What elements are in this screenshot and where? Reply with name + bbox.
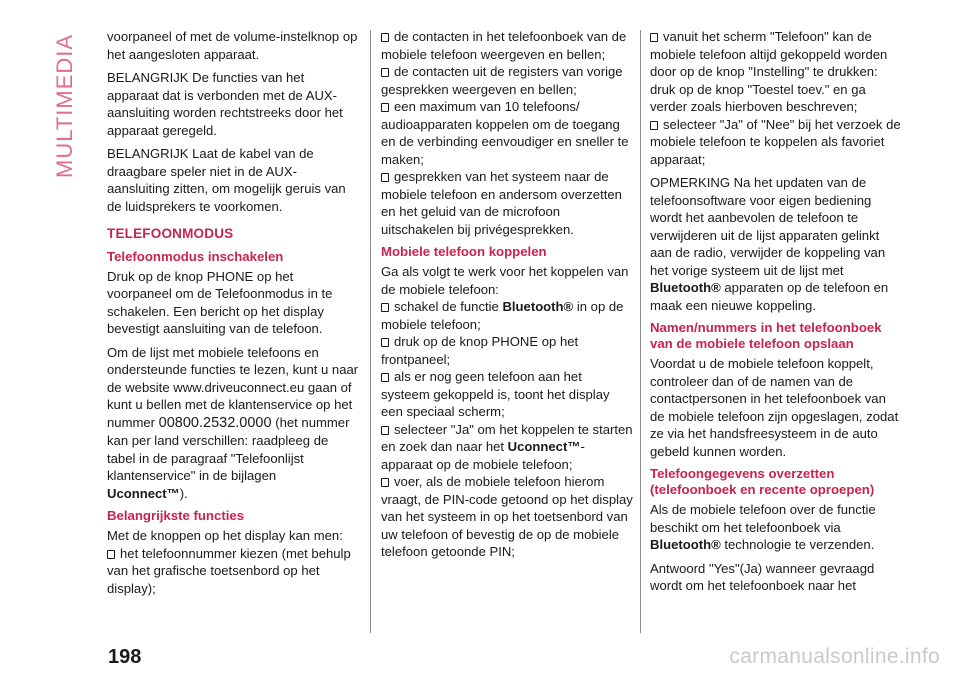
paragraph xyxy=(650,501,902,554)
checkbox-bullet-icon xyxy=(381,103,389,112)
list-item-text: de contacten in het telefoonboek van de mobiele telefoon weergeven en bellen; xyxy=(381,29,627,62)
list-item xyxy=(381,98,633,168)
checkbox-bullet-icon xyxy=(381,173,389,182)
list-item xyxy=(107,545,359,598)
text-segment: Als de mobiele telefoon over de functie beschikt om het telefoonboek via xyxy=(650,502,876,535)
list-item-text: gesprekken van het systeem naar de mobiele telefoon en andersom overzetten en het geluid van de microfoon uitschakelen bij privégesprekken. xyxy=(381,169,622,237)
list-item xyxy=(381,473,633,561)
paragraph: Druk op de knop PHONE op het voorpaneel om de Telefoonmodus in te schakelen. Een bericht op het display bevestigt aansluiting van de telefoon. xyxy=(107,268,333,336)
subsection-heading: Mobiele telefoon koppelen xyxy=(381,244,547,259)
list-item xyxy=(381,168,633,238)
list-item-text: vanuit het scherm "Telefoon" kan de mobiele telefoon altijd gekoppeld worden door op de knop "Instelling" te drukken: druk op de knop "Toestel toev." en ga verder zoals hierboven beschreven; xyxy=(650,29,888,114)
paragraph: BELANGRIJK Laat de kabel van de draagbare speler niet in de AUX-aansluiting zitten, om mogelijk geruis van de luidsprekers te voorkomen. xyxy=(107,146,346,214)
checkbox-bullet-icon xyxy=(381,426,389,435)
list-item xyxy=(381,63,633,98)
checkbox-bullet-icon xyxy=(381,373,389,382)
text-segment: in op de mobiele telefoon; xyxy=(381,299,624,332)
list-item-text: selecteer "Ja" of "Nee" bij het verzoek de mobiele telefoon te koppelen als favoriet apparaat; xyxy=(650,116,901,167)
brand-name: Uconnect™ xyxy=(507,439,581,454)
checkbox-bullet-icon xyxy=(381,68,389,77)
subsection-heading: Namen/nummers in het telefoonboek van de mobiele telefoon opslaan xyxy=(650,320,882,351)
subsection-heading: Belangrijkste functies xyxy=(107,508,245,523)
column-3 xyxy=(650,28,902,601)
text-segment: (het nummer kan per land verschillen: raadpleeg de tabel in de paragraaf "Telefoonlijst klantenservice" in de bijlagen xyxy=(107,414,350,483)
checkbox-bullet-icon xyxy=(381,338,389,347)
checkbox-bullet-icon xyxy=(107,550,115,559)
checkbox-bullet-icon xyxy=(650,121,658,130)
list-item xyxy=(381,333,633,368)
subsection-heading: Telefoonmodus inschakelen xyxy=(107,248,284,264)
phone-number: 00800.2532.0000 xyxy=(158,414,272,431)
section-label: MULTIMEDIA xyxy=(52,33,77,178)
subsection-heading: Telefoongegevens overzetten (telefoonboek en recente oproepen) xyxy=(650,466,875,497)
brand-name: Bluetooth® xyxy=(650,280,721,295)
checkbox-bullet-icon xyxy=(381,478,389,487)
column-2 xyxy=(381,28,633,561)
list-item-text: druk op de knop PHONE op het frontpaneel; xyxy=(381,334,579,367)
watermark: carmanualsonline.info xyxy=(729,645,940,668)
checkbox-bullet-icon xyxy=(650,33,658,42)
paragraph xyxy=(650,174,902,314)
list-item xyxy=(381,28,633,63)
text-segment: selecteer "Ja" om het koppelen te starten en zoek dan naar het xyxy=(381,421,633,454)
checkbox-bullet-icon xyxy=(381,303,389,312)
paragraph: Antwoord "Yes"(Ja) wanneer gevraagd wordt om het telefoonboek naar het xyxy=(650,560,875,593)
text-segment: -apparaat op de mobiele telefoon; xyxy=(381,439,585,472)
checkbox-bullet-icon xyxy=(381,33,389,42)
paragraph: Voordat u de mobiele telefoon koppelt, controleer dan of de namen van de contactpersonen in het telefoonboek van de mobiele telefoon zijn opgeslagen, zodat ze via het handsfreesysteem in de auto gebeld kunnen worden. xyxy=(650,356,899,459)
text-segment: ). xyxy=(179,485,188,501)
list-item xyxy=(650,116,902,169)
list-item-text: als er nog geen telefoon aan het systeem gekoppeld is, toont het display een speciaal scherm; xyxy=(381,369,610,419)
text-segment: Om de lijst met mobiele telefoons en ondersteunde functies te lezen, kunt u naar de website www.driveuconnect.eu gaan of kunt u bellen met de klantenservice op het nummer xyxy=(107,344,359,430)
brand-name: Uconnect™ xyxy=(107,485,180,501)
paragraph: voorpaneel of met de volume-instelknop op het aangesloten apparaat. xyxy=(107,29,358,62)
list-item-text: de contacten uit de registers van vorige gesprekken weergeven en bellen; xyxy=(381,64,623,97)
paragraph: Met de knoppen op het display kan men: xyxy=(107,528,343,543)
page-number: 198 xyxy=(108,646,142,668)
brand-name: Bluetooth® xyxy=(650,537,721,552)
text-segment: schakel de functie xyxy=(394,299,503,314)
list-item-text: een maximum van 10 telefoons/ audioapparaten koppelen om de toegang en de verbinding eenvoudiger en sneller te maken; xyxy=(381,99,629,167)
list-item xyxy=(650,28,902,116)
column-divider xyxy=(640,30,641,633)
list-item xyxy=(381,421,633,474)
section-heading: TELEFOONMODUS xyxy=(107,226,234,241)
brand-name: Bluetooth® xyxy=(502,299,574,314)
list-item-text: voer, als de mobiele telefoon hierom vraagt, de PIN-code getoond op het display van het systeem in op het toetsenbord van uw telefoon of bevestig de op de mobiele telefoon getoonde PIN; xyxy=(381,474,633,559)
paragraph xyxy=(107,344,359,503)
text-segment: technologie te verzenden. xyxy=(720,537,875,552)
text-segment: OPMERKING Na het updaten van de telefoonsoftware voor eigen bediening wordt het aanbevolen de telefoon te verwijderen uit de lijst apparaten gelinkt aan de radio, verwijder de koppeling van het vorige systeem uit de lijst met xyxy=(650,175,886,278)
paragraph: Ga als volgt te werk voor het koppelen van de mobiele telefoon: xyxy=(381,264,629,297)
text-segment: apparaten op de telefoon en maak een nieuwe koppeling. xyxy=(650,280,889,313)
column-divider xyxy=(370,30,371,633)
column-1 xyxy=(107,28,359,597)
list-item xyxy=(381,368,633,421)
list-item-text: het telefoonnummer kiezen (met behulp van het grafische toetsenbord op het display); xyxy=(107,545,351,596)
list-item xyxy=(381,298,633,333)
paragraph: BELANGRIJK De functies van het apparaat dat is verbonden met de AUX-aansluiting worden rechtstreeks door het apparaat geregeld. xyxy=(107,70,343,138)
